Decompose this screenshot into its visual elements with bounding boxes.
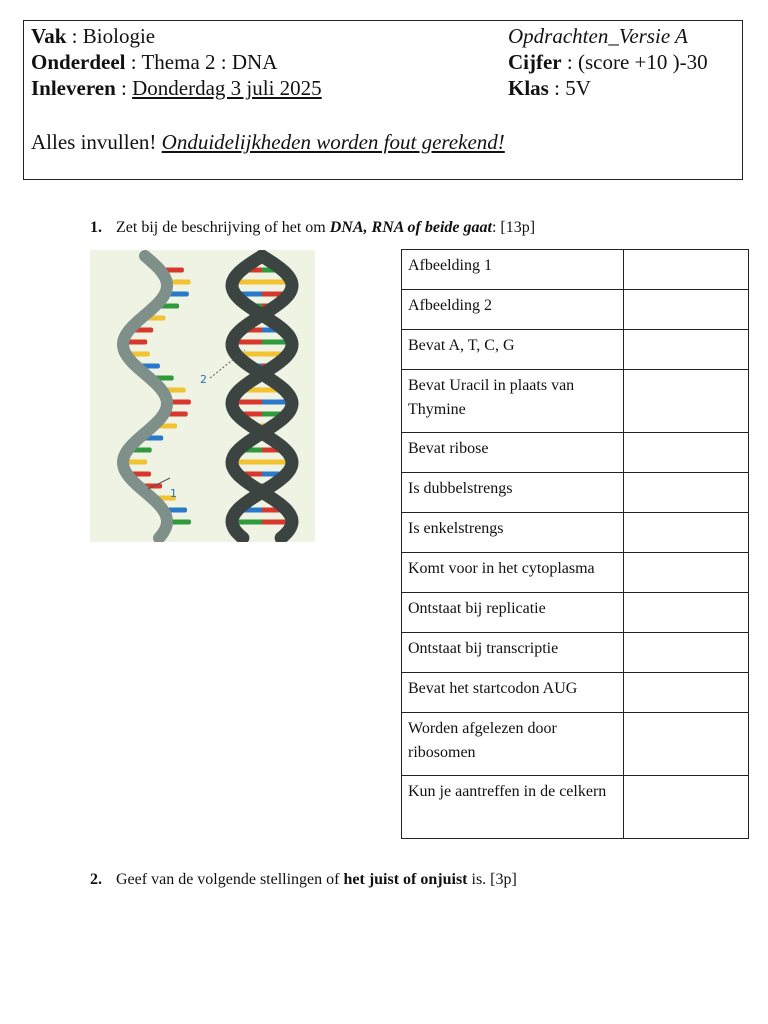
answer-cell[interactable]: [624, 433, 749, 473]
inleveren-label: Inleveren: [31, 76, 116, 100]
question-1: [90, 218, 535, 238]
table-row: [402, 370, 749, 433]
answer-cell[interactable]: [624, 776, 749, 839]
row-label: Ontstaat bij replicatie: [402, 593, 624, 633]
table-row: [402, 593, 749, 633]
row-label: Is enkelstrengs: [402, 513, 624, 553]
answer-cell[interactable]: [624, 290, 749, 330]
row-label: Afbeelding 2: [402, 290, 624, 330]
klas-label: Klas: [508, 76, 549, 100]
table-row: [402, 513, 749, 553]
instructie-plain: Alles invullen!: [31, 130, 157, 154]
instructie: [31, 129, 505, 155]
table-row: [402, 473, 749, 513]
table-row: [402, 250, 749, 290]
row-label: Afbeelding 1: [402, 250, 624, 290]
answer-cell[interactable]: [624, 673, 749, 713]
answer-cell[interactable]: [624, 593, 749, 633]
row-label: Bevat A, T, C, G: [402, 330, 624, 370]
cijfer-value: (score +10 )-30: [577, 50, 708, 74]
table-row: [402, 553, 749, 593]
question-1-emph: DNA, RNA of beide gaat: [329, 219, 492, 236]
question-1-text: Zet bij de beschrijving of het om: [116, 219, 326, 236]
cijfer-label: Cijfer: [508, 50, 562, 74]
answer-cell[interactable]: [624, 473, 749, 513]
vak-label: Vak: [31, 24, 67, 48]
inleveren-value: Donderdag 3 juli 2025: [132, 76, 322, 100]
onderdeel-value: Thema 2 : DNA: [141, 50, 278, 74]
figure-label-2: 2: [200, 373, 207, 386]
question-1-points: : [13p]: [491, 219, 536, 236]
question-2-number: 2.: [90, 871, 102, 888]
answer-cell[interactable]: [624, 250, 749, 290]
table-row: [402, 433, 749, 473]
question-2-points: is. [3p]: [471, 871, 517, 888]
row-label: Komt voor in het cytoplasma: [402, 553, 624, 593]
question-2: [90, 870, 517, 890]
table-row: [402, 633, 749, 673]
vak-line: Vak : Biologie: [31, 24, 156, 48]
row-label: Is dubbelstrengs: [402, 473, 624, 513]
klas-value: 5V: [565, 76, 591, 100]
klas-line: Klas : 5V: [508, 76, 591, 100]
answer-cell[interactable]: [624, 713, 749, 776]
question-2-text: Geef van de volgende stellingen of: [116, 871, 340, 888]
onderdeel-label: Onderdeel: [31, 50, 126, 74]
dna-rna-figure: [90, 250, 315, 542]
table-row: [402, 673, 749, 713]
instructie-emph: Onduidelijkheden worden fout gerekend!: [161, 130, 505, 154]
answer-cell[interactable]: [624, 633, 749, 673]
row-label: Kun je aantreffen in de celkern: [402, 776, 624, 839]
answer-cell[interactable]: [624, 553, 749, 593]
versie: Opdrachten_Versie A: [508, 24, 688, 48]
answer-cell[interactable]: [624, 330, 749, 370]
answer-cell[interactable]: [624, 370, 749, 433]
row-label: Worden afgelezen door ribosomen: [402, 713, 624, 776]
row-label: Bevat ribose: [402, 433, 624, 473]
table-row: [402, 290, 749, 330]
question-2-emph: het juist of onjuist: [343, 871, 468, 888]
row-label: Ontstaat bij transcriptie: [402, 633, 624, 673]
onderdeel-line: Onderdeel : Thema 2 : DNA: [31, 50, 278, 74]
table-row: [402, 330, 749, 370]
vak-value: Biologie: [82, 24, 156, 48]
table-row: [402, 776, 749, 839]
figure-label-1: 1: [170, 487, 177, 500]
helix-illustration: [90, 250, 315, 542]
question-1-number: 1.: [90, 219, 102, 236]
inleveren-line: Inleveren : Donderdag 3 juli 2025: [31, 76, 322, 100]
row-label: Bevat het startcodon AUG: [402, 673, 624, 713]
row-label: Bevat Uracil in plaats van Thymine: [402, 370, 624, 433]
answer-table: [401, 249, 749, 839]
table-row: [402, 713, 749, 776]
answer-cell[interactable]: [624, 513, 749, 553]
cijfer-line: Cijfer : (score +10 )-30: [508, 50, 708, 74]
